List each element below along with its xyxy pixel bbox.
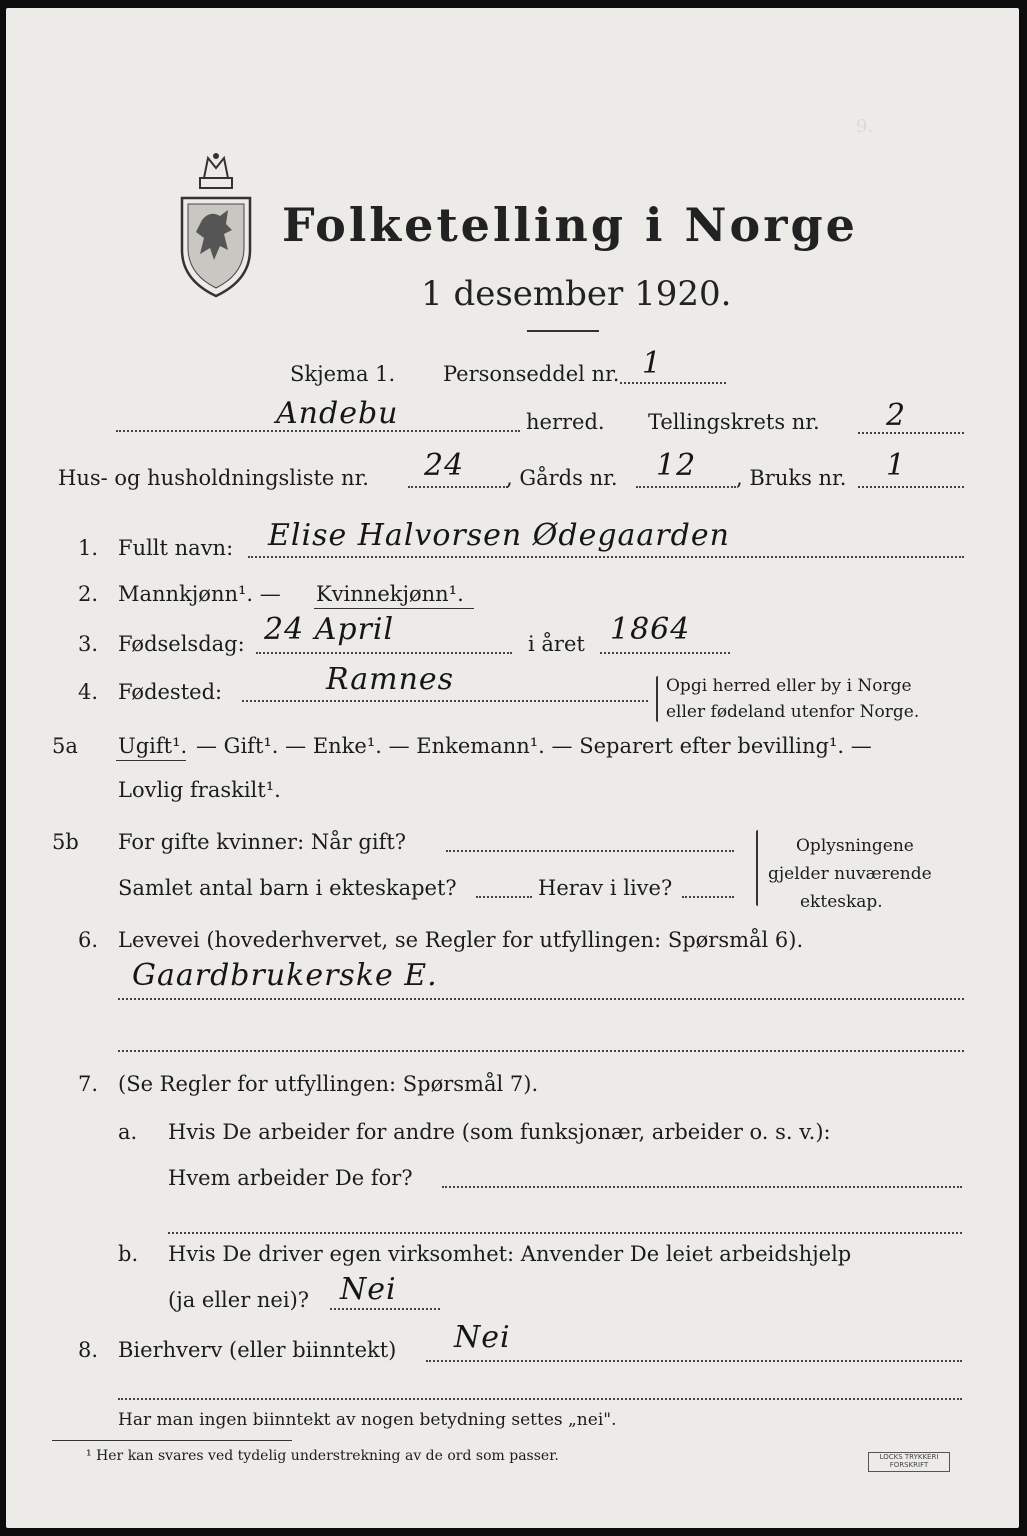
side-income-note: Har man ingen biinntekt av nogen betydning settes „nei".: [118, 1410, 617, 1430]
gards-label: , Gårds nr.: [506, 466, 618, 490]
hired-help-line: [330, 1308, 440, 1310]
bleed-through-text: 9.: [856, 116, 874, 137]
q8-label: Bierhverv (eller biinntekt): [118, 1338, 397, 1362]
q4-note-line2: eller fødeland utenfor Norge.: [666, 702, 920, 722]
occupation-value[interactable]: Gaardbrukerske E.: [132, 958, 438, 993]
title-divider: [527, 330, 599, 332]
census-date: 1 desember 1920.: [421, 274, 732, 314]
tellingskrets-line: [858, 432, 964, 434]
year-label: i året: [528, 632, 585, 656]
q7b-label: Hvis De driver egen virksomhet: Anvender De leiet arbeidshjelp: [168, 1242, 852, 1266]
q3-number: 3.: [78, 632, 99, 656]
side-income-value[interactable]: Nei: [454, 1320, 511, 1355]
occupation-line-2: [118, 1050, 964, 1052]
printer-stamp: LOCKS TRYKKERI FORSKRIFT: [868, 1452, 950, 1472]
birth-year-value[interactable]: 1864: [610, 612, 691, 647]
full-name-value[interactable]: Elise Halvorsen Ødegaarden: [268, 518, 730, 553]
q3-label: Fødselsdag:: [118, 632, 245, 656]
q8-number: 8.: [78, 1338, 99, 1362]
form-title: Folketelling i Norge: [282, 198, 858, 252]
q6-label: Levevei (hovederhvervet, se Regler for utfyllingen: Spørsmål 6).: [118, 928, 804, 952]
herred-label: herred.: [526, 410, 605, 434]
gards-value[interactable]: 12: [656, 448, 697, 483]
q7-number: 7.: [78, 1072, 99, 1096]
personseddel-value[interactable]: 1: [642, 346, 663, 381]
bruks-value[interactable]: 1: [886, 448, 907, 483]
q1-number: 1.: [78, 536, 99, 560]
q7a-label: Hvis De arbeider for andre (som funksjonær, arbeider o. s. v.):: [168, 1120, 831, 1144]
hus-line: [408, 486, 508, 488]
male-option[interactable]: Mannkjønn¹. —: [118, 582, 281, 606]
employer-line-2: [168, 1232, 962, 1234]
birthplace-line: [242, 700, 648, 702]
q7-label: (Se Regler for utfyllingen: Spørsmål 7).: [118, 1072, 539, 1096]
q5b-note-line1: Oplysningene: [796, 836, 914, 856]
bruks-line: [858, 486, 964, 488]
alive-line: [682, 896, 734, 898]
female-option[interactable]: Kvinnekjønn¹.: [316, 582, 464, 606]
hus-value[interactable]: 24: [424, 448, 465, 483]
q4-number: 4.: [78, 680, 99, 704]
ugift-underline: [116, 760, 186, 761]
q5b-number: 5b: [52, 830, 79, 854]
employer-line: [442, 1186, 962, 1188]
census-form: [6, 8, 1019, 1528]
bruks-label: , Bruks nr.: [736, 466, 847, 490]
children-line: [476, 896, 532, 898]
hus-label: Hus- og husholdningsliste nr.: [58, 466, 369, 490]
tellingskrets-value[interactable]: 2: [886, 398, 907, 433]
footnote: ¹ Her kan svares ved tydelig understrekning av de ord som passer.: [86, 1448, 559, 1464]
married-when-label: For gifte kvinner: Når gift?: [118, 830, 407, 854]
q5b-note-line3: ekteskap.: [800, 892, 883, 912]
q7b-number: b.: [118, 1242, 139, 1266]
coat-of-arms-icon: [174, 150, 258, 300]
q5b-note-bracket: [756, 830, 758, 906]
tellingskrets-label: Tellingskrets nr.: [648, 410, 820, 434]
birthday-line: [256, 652, 512, 654]
herred-value[interactable]: Andebu: [276, 396, 399, 431]
children-label: Samlet antal barn i ekteskapet?: [118, 876, 457, 900]
skjema-label: Skjema 1.: [290, 362, 396, 386]
q1-line: [248, 556, 964, 558]
gards-line: [636, 486, 736, 488]
married-when-line: [446, 850, 734, 852]
personseddel-label: Personseddel nr.: [443, 362, 620, 386]
footnote-divider: [52, 1440, 292, 1441]
q4-note-line1: Opgi herred eller by i Norge: [666, 676, 912, 696]
alive-label: Herav i live?: [538, 876, 673, 900]
female-underline: [314, 608, 474, 609]
q5b-note-line2: gjelder nuværende: [768, 864, 932, 884]
birthplace-value[interactable]: Ramnes: [326, 662, 455, 697]
hired-help-value[interactable]: Nei: [340, 1272, 397, 1307]
q2-number: 2.: [78, 582, 99, 606]
q4-label: Fødested:: [118, 680, 223, 704]
occupation-line-1: [118, 998, 964, 1000]
lovlig-fraskilt-option[interactable]: Lovlig fraskilt¹.: [118, 778, 281, 802]
q5a-number: 5a: [52, 734, 78, 758]
year-line: [600, 652, 730, 654]
q7a-number: a.: [118, 1120, 138, 1144]
hired-help-label: (ja eller nei)?: [168, 1288, 310, 1312]
personseddel-line: [620, 382, 726, 384]
q4-note-bracket: [656, 676, 658, 722]
q6-number: 6.: [78, 928, 99, 952]
marital-options[interactable]: — Gift¹. — Enke¹. — Enkemann¹. — Separert efter bevilling¹. —: [196, 734, 872, 758]
side-income-line: [426, 1360, 962, 1362]
q1-label: Fullt navn:: [118, 536, 234, 560]
birthday-value[interactable]: 24 April: [264, 612, 395, 647]
side-income-line-2: [118, 1398, 962, 1400]
employer-label: Hvem arbeider De for?: [168, 1166, 413, 1190]
ugift-option[interactable]: Ugift¹.: [118, 734, 188, 758]
